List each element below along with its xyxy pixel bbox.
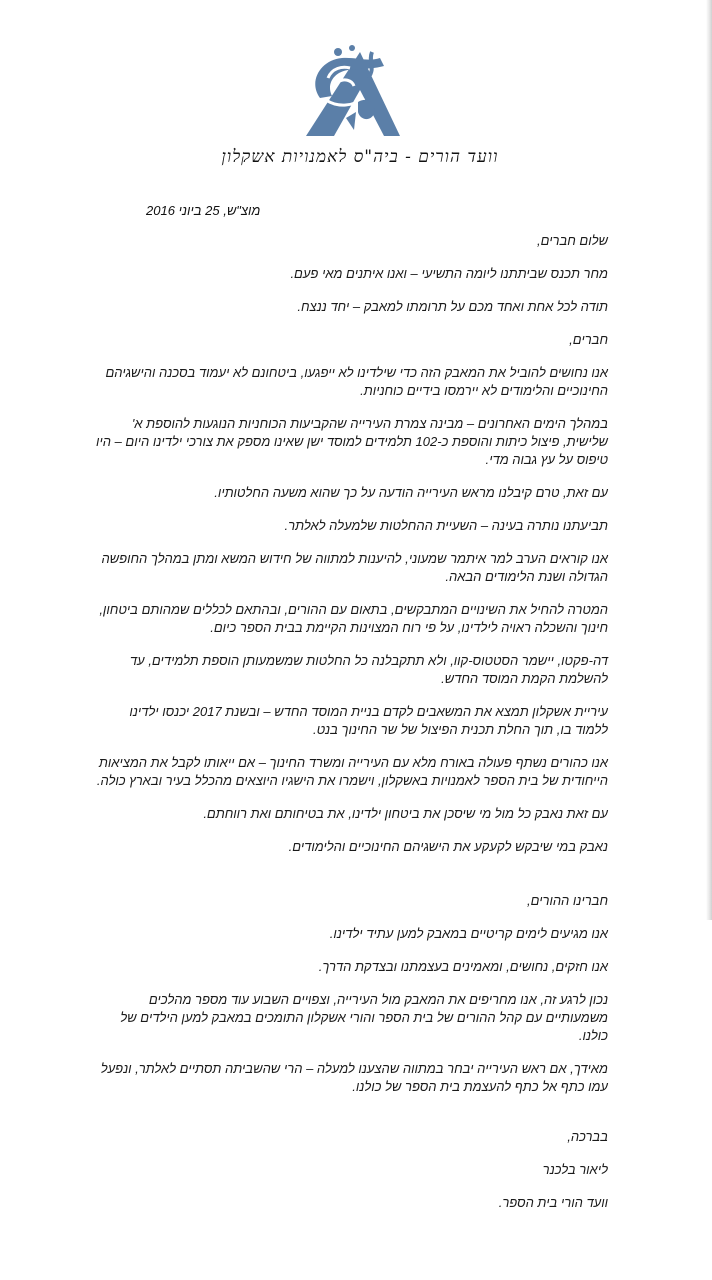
signer-name: ליאור בלכנר bbox=[542, 1162, 608, 1177]
paragraph: אנו מגיעים לימים קריטיים במאבק למען עתיד ילדינו. bbox=[329, 926, 608, 941]
section-greeting: חברינו ההורים, bbox=[526, 893, 608, 908]
paragraph: מאידך, אם ראש העירייה יבחר במתווה שהצענו למעלה – הרי שהשביתה תסתיים לאלתר, ונפעל עמו כתף אל כתף להעצמת בית הספר של כולנו. bbox=[100, 1061, 608, 1094]
section-greeting: חברים, bbox=[569, 332, 608, 347]
paragraph: תביעתנו נותרה בעינה – השעיית ההחלטות שלמעלה לאלתר. bbox=[284, 518, 608, 533]
paragraph: אנו קוראים הערב למר איתמר שמעוני, להיענות למתווה של חידוש המשא ומתן במהלך החופשה הגדולה ושנת הלימודים הבאה. bbox=[101, 551, 608, 584]
letter-date: מוצ"ש, 25 ביוני 2016 bbox=[146, 203, 261, 218]
paragraph: אנו נחושים להוביל את המאבק הזה כדי שילדינו לא ייפגעו, ביטחונם לא יעמוד בסכנה והישגיהם החינוכיים והלימודים לא יירמסו בידיים כוחניות. bbox=[105, 365, 608, 398]
school-emblem-icon bbox=[298, 38, 402, 142]
paragraph: נכון לרגע זה, אנו מחריפים את המאבק מול העירייה, וצפויים השבוע עוד מספר מהלכים משמעותיים עם קהל ההורים של בית הספר והורי אשקלון התומכים במאבק למען הילדים של כולנו. bbox=[120, 992, 608, 1043]
paragraph: עיריית אשקלון תמצא את המשאבים לקדם בניית המוסד החדש – ובשנת 2017 יכנסו ילדינו ללמוד בו, תוך החלת תכנית הפיצול של שר החינוך בנט. bbox=[129, 704, 608, 737]
letter-body bbox=[96, 232, 608, 1227]
paragraph: עם זאת נאבק כל מול מי שיסכן את ביטחון ילדינו, את בטיחותם ואת רווחתם. bbox=[203, 806, 608, 821]
page-edge-shadow bbox=[706, 0, 712, 920]
paragraph: המטרה להחיל את השינויים המתבקשים, בתאום עם ההורים, ובהתאם לכללים שמהותם ביטחון, חינוך והשכלה ראויה לילדינו, על פי רוח המצוינות הקיימת בבית הספר כיום. bbox=[99, 602, 608, 635]
paragraph: נאבק במי שיבקש לקעקע את הישגיהם החינוכיים והלימודים. bbox=[288, 839, 608, 854]
signer-organization: וועד הורי בית הספר. bbox=[498, 1195, 608, 1210]
paragraph: במהלך הימים האחרונים – מבינה צמרת העירייה שהקביעות הכוחניות הנוגעות להוספת א' שלישית, פיצול כיתות והוספת כ-102 תלמידים למוסד ישן שאינו מספק את צורכי ילדינו היום – היו טיפוס על עץ גבוה מדי. bbox=[95, 416, 608, 467]
greeting: שלום חברים, bbox=[536, 233, 608, 248]
paragraph: דה-פקטו, יישמר הסטטוס-קוו, ולא תתקבלנה כל החלטות שמשמעותן הוספת תלמידים, עד להשלמת הקמת המוסד החדש. bbox=[129, 653, 608, 686]
paragraph: תודה לכל אחת ואחד מכם על תרומתו למאבק – יחד ננצח. bbox=[297, 299, 608, 314]
document-title: וועד הורים - ביה"ס לאמנויות אשקלון bbox=[221, 147, 499, 167]
closing: בברכה, bbox=[567, 1129, 608, 1144]
paragraph: עם זאת, טרם קיבלנו מראש העירייה הודעה על כך שהוא משעה החלטותיו. bbox=[214, 485, 608, 500]
paragraph: מחר תכנס שביתתנו ליומה התשיעי – ואנו איתנים מאי פעם. bbox=[290, 266, 608, 281]
paragraph: אנו חזקים, נחושים, ומאמינים בעצמתנו ובצדקת הדרך. bbox=[318, 959, 608, 974]
paragraph: אנו כהורים נשתף פעולה באורח מלא עם העירייה ומשרד החינוך – אם ייאותו לקבל את המציאות הייחודית של בית הספר לאמנויות באשקלון, וישמרו את הישגיו היוצאים מהכלל בעיר ובארץ כולה. bbox=[96, 755, 608, 788]
